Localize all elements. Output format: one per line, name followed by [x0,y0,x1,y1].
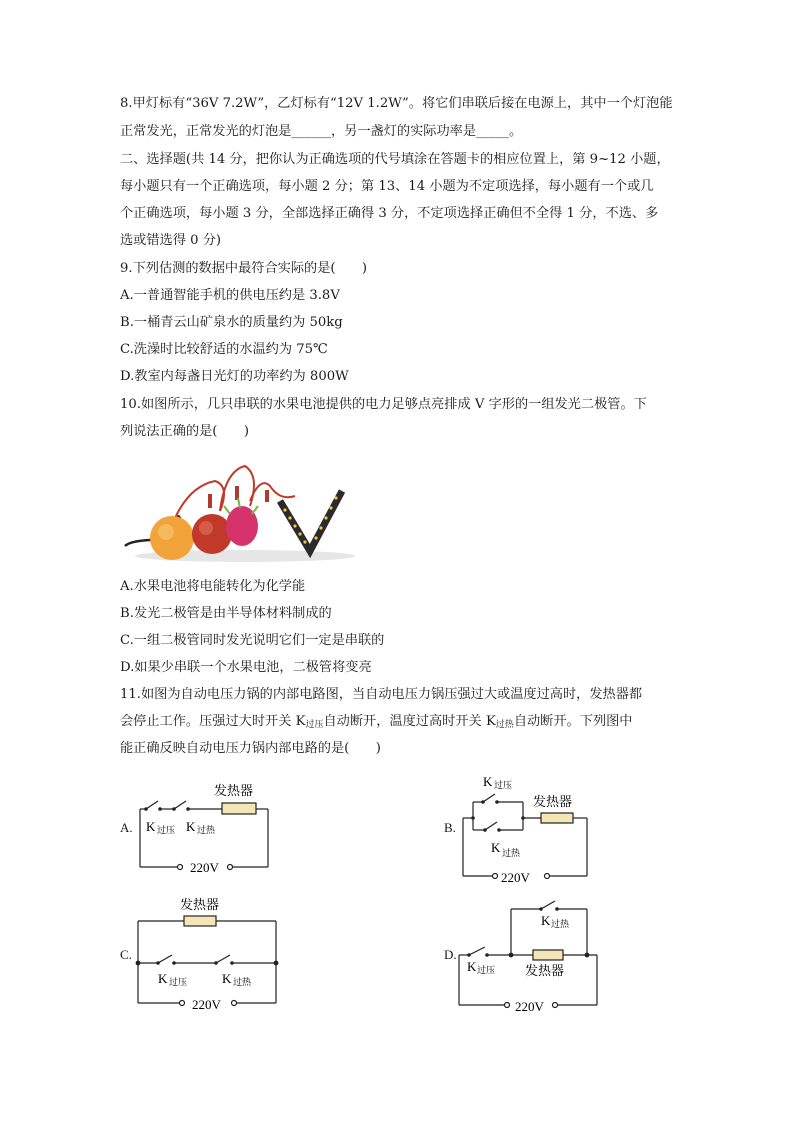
q11-line1: 11.如图为自动电压力锅的内部电路图，当自动电压力锅压强过大或温度过高时，发热器都 [120,687,643,702]
circuit-d-k1-sub: 过压 [477,965,496,975]
circuit-b-k1-sub: 过压 [494,780,513,790]
circuit-b-k2: K [491,840,501,855]
circuit-d-label: D. [444,947,457,962]
circuit-a-k1: K [146,819,156,834]
circuit-d-k2-sub: 过热 [551,919,570,929]
q11-line2: 会停止工作。压强过大时开关 $K_{过压}$自动断开，温度过高时开关 $K_{过热}$自动断开。下列图中 [120,714,633,730]
circuit-c-label: C. [120,947,132,962]
circuit-a-k2: K [186,819,196,834]
circuit-b-heater-label: 发热器 [533,794,573,809]
q10-option-b: B.发光二极管是由半导体材料制成的 [120,606,332,621]
section2-line3: 个正确选项，每小题 3 分，全部选择正确得 3 分，不定项选择正确但不全得 1 分，不选、多 [120,206,659,221]
q9-option-c: C.洗澡时比较舒适的水温约为 75℃ [120,342,328,357]
q11-line3: 能正确反映自动电压力锅内部电路的是( ) [120,741,381,756]
circuit-c-k1: K [158,971,168,986]
circuit-c-k2-sub: 过热 [233,977,252,987]
fruit-battery-image [120,456,365,566]
q8-line2: 正常发光，正常发光的灯泡是______，另一盏灯的实际功率是_____。 [120,124,523,139]
circuit-a-diagram [130,775,280,875]
q9-stem: 9.下列估测的数据中最符合实际的是( ) [120,261,368,276]
circuit-d-diagram [455,893,605,1018]
circuit-b-diagram [455,772,605,887]
q8-line1: 8.甲灯标有“36V 7.2W”，乙灯标有“12V 1.2W”。将它们串联后接在电源上，其中一个灯泡能 [120,96,673,111]
circuit-d-heater-label: 发热器 [525,963,565,978]
q9-option-b: B.一桶青云山矿泉水的质量约为 50kg [120,315,343,330]
section2-line2: 每小题只有一个正确选项，每小题 2 分；第 13、14 小题为不定项选择，每小题有一个或几 [120,179,654,194]
circuit-c-voltage: 220V [192,997,221,1012]
q10-option-a: A.水果电池将电能转化为化学能 [120,579,306,594]
circuit-d-k1: K [467,959,477,974]
circuit-b-k1: K [483,774,493,789]
q10-line2: 列说法正确的是( ) [120,424,249,439]
circuit-a-k2-sub: 过热 [197,825,216,835]
circuit-d-k2: K [541,913,551,928]
circuit-a-voltage: 220V [190,860,219,875]
circuit-c-k1-sub: 过压 [169,977,188,987]
circuit-b-k2-sub: 过热 [502,848,521,858]
circuit-d-voltage: 220V [515,999,544,1014]
circuit-b-voltage: 220V [501,870,530,885]
section2-line1: 二、选择题(共 14 分，把你认为正确选项的代号填涂在答题卡的相应位置上，第 9~12 小题， [120,152,670,167]
circuit-c-heater-label: 发热器 [180,897,220,912]
circuit-b-label: B. [444,820,456,835]
circuit-a-k1-sub: 过压 [157,825,176,835]
circuit-a-label: A. [120,820,133,835]
q10-option-d: D.如果少串联一个水果电池，二极管将变亮 [120,660,372,675]
q10-option-c: C.一组二极管同时发光说明它们一定是串联的 [120,633,385,648]
section2-line4: 选或错选得 0 分) [120,233,222,248]
q9-option-d: D.教室内每盏日光灯的功率约为 800W [120,369,349,384]
circuit-a-heater-label: 发热器 [214,783,254,798]
circuit-c-diagram [130,893,285,1013]
q10-line1: 10.如图所示，几只串联的水果电池提供的电力足够点亮排成 V 字形的一组发光二极管。下 [120,397,647,412]
q9-option-a: A.一普通智能手机的供电压约是 3.8V [120,288,340,303]
circuit-c-k2: K [222,971,232,986]
